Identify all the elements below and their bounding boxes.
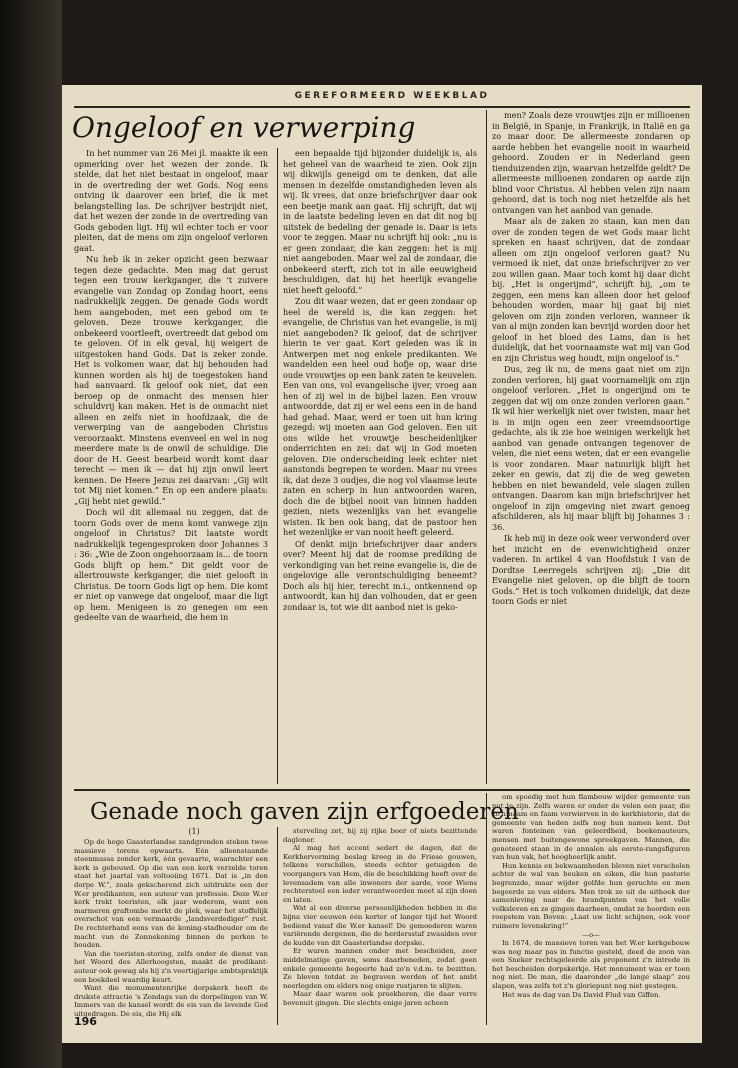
article1-column-1 bbox=[74, 148, 268, 785]
paragraph: Het was de dag van Ds David Flud van Giffen. bbox=[502, 990, 661, 999]
article-title-genade: Genade noch gaven zijn erfgoederen bbox=[90, 799, 519, 825]
paragraph: Nu heb ik in zeker opzicht geen bezwaar tegen deze gedachte. Men mag dat gerust tegen een trouw kerkganger, die 't zuivere evangelie van Zondag op Zondag hoort, eens nadrukkelijk zeggen. De genade Gods wordt hem aangeboden, met een gebod om te geloven. Deze trouwe kerkganger, die onbekeerd voortleeft, overtreedt dat gebod om te geloven. Of in elk geval, hij weigert de uitgestoken hand Gods. Dat is zeker zonde. Het is volkomen waar, dat hij behouden had kunnen worden als hij de toegestoken hand had aanvaard. Ik geloof ook niet, dat een beroep op de onmacht des mensen hier schuldvrij kan maken. Het is de onmacht niet alleen en zelfs niet in hoofdzaak, die de verwerping van de aangeboden Christus veroorzaakt. Minstens evenveel en wel in nog meerdere mate is de onwil de schuldige. Die door de H. Geest bearbeid wordt komt daar terecht — men ik — dat hij zijn onwil leert kennen. De Heere Jezus zei daarvan: „Gij wilt tot Mij niet komen.” En op een andere plaats: „Gij hebt niet gewild.” bbox=[74, 254, 268, 506]
paragraph: Doch wil dit allemaal nu zeggen, dat de toorn Gods over de mens komt vanwege zijn ongeloof in Christus? Dit laatste wordt nadrukkelijk tegengesproken door Johannes 3 : 36: „Wie de Zoon ongehoorzaam is... de toorn Gods blijft op hem.” Dit geldt voor de allertrouwste kerkganger, die niet gelooft in Christus. De toorn Gods ligt op hem. Die komt er niet op vanwege dat ongeloof, maar die ligt op hem. Menigeen is zo genegen om een gedeelte van de waarheid, die hem in bbox=[74, 507, 268, 622]
column-divider bbox=[277, 148, 278, 784]
paragraph: Want die monumentenrijke dorpskerk heeft de drukste attractie 's Zondags van de dorpelingen van W. Immers van de kansel wordt de eis van de levende God uitgedragen. De eis, die Hij elk bbox=[74, 984, 268, 1018]
paragraph: In het nummer van 26 Mei jl. maakte ik een opmerking over het wezen der zonde. Ik stelde, dat het niet bestaat in ongeloof, maar in de overtreding der wet Gods. Nog eens ontving ik daarover een brief, die ik met belangstelling las. De schrijver bestrijdt niet, dat het wezen der zonde in de overtreding van Gods geboden ligt. Hij wil echter toch er voor pleiten, dat de mens om zijn ongeloof verloren gaat. bbox=[74, 148, 268, 253]
paragraph: Maar als de zaken zo staan, kan men dan over de zonden tegen de wet Gods maar licht spreken en haast schrijven, dat de zondaar alleen om zijn ongeloof verloren gaat? Nu vermoed ik niet, dat onze briefschrijver zo ver zou willen gaan. Maar toch komt hij daar dicht bij. „Het is ongerijmd”, schrijft hij, „om te zeggen, een mens kan alleen door het geloof behouden worden, maar hij gaat bij niet geloven om zijn zonden verloren, wanneer ik van al mijn zonden kan bevrijd worden door het geloof in het bloed des Lams, dan is het duidelijk, dat het voornaamste wat mij van God en zijn Christus weg houdt, mijn ongeloof is.” bbox=[492, 216, 690, 363]
section-divider-rule bbox=[74, 789, 690, 791]
paragraph: —o— bbox=[582, 930, 600, 939]
paragraph: sterveling zet, hij zij rijke boer of niets bezittende dagloner. bbox=[283, 827, 477, 844]
paragraph: Er waren mannen onder met bescheiden, zeer middelmatige gaven, soms daarbeneden, zodat geen enkele gemeente begeerte had zo'n v.d.m. te bezitten. Ze bleven totdat ze begraven werden of het ambt neerlegden om elders nog enige rustjaren te slijten. bbox=[283, 947, 477, 990]
paragraph: men? Zoals deze vrouwtjes zijn er millioenen in België, in Spanje, in Frankrijk, in Italië en ga zo maar door. De allermeeste zondaren op aarde hebben het evangelie nooit in waarheid gehoord. Zouden er in Nederland geen tienduizenden zijn, waarvan hetzelfde geldt? De allermeeste millioenen zondaren op aarde zijn blind voor Christus. Al hebben velen zijn naam gehoord, dat is toch nog niet hetzelfde als het ontvangen van het aanbod van genade. bbox=[492, 110, 690, 215]
paragraph: Van die toeristen-storing, zelfs onder de dienst van het Woord des Allerhoogsten, maakt de predikant-auteur ook gewag als hij z'n veertigjarige ambtspraktijk een boekdeel waardig keurt. bbox=[74, 949, 268, 984]
page-number: 196 bbox=[74, 1015, 97, 1028]
paragraph: Op de hoge Gaasterlandse zandgronden steken twee massieve torens opwaarts. Eén alleenstaande steenmassa zonder kerk, één gevaarte, waarachter een kerk is gebouwd. Op die van een kerk verzelde toren staat het jaartal van voltooiing 1671. Dat is „in den dorpe W.”, zoals gekscherend zich uitdrukte een der W.er predikanten, een auteur van professie. Deze W.er kerk trekt toeristen, elk jaar wederom, want een marmeren graftombe merkt de plek, waar het stoffelijk overschot van een vermaarde „landsverdediger” rust. De rechterhand eens van de koning-stadhouder om de macht van de Zonnekoning binnen de perken te houden. bbox=[74, 838, 268, 950]
paragraph: Dus, zeg ik nu, de mens gaat niet om zijn zonden verloren, hij gaat voornamelijk om zijn ongeloof verloren. „Het is ongerijmd om te zeggen dat wij om onze zonden verloren gaan.” Ik wil hier werkelijk niet over twisten, maar het is in mijn ogen een zeer vreemdsoortige gedachte, als ik zie hoe weinigen werkelijk het aanbod van genade ontvangen tegenover de velen, die niet eens weten, dat er een evangelie is voor zondaren. Maar natuurlijk blijft het zeker en gewis, dat zij die de weg geweten hebben en niet bewandeld, vele slagen zullen ontvangen. Daarom kan mijn briefschrijver het ongeloof in zijn omgeving niet zwart genoeg afschilderen, als hij maar blijft bij Johannes 3 : 36. bbox=[492, 364, 690, 532]
paragraph: om spoedig met hun flambouw wijder gemeente van nut te zijn. Zelfs waren er onder de velen een paar, die zo'n naam en faam verwierven in de kerkhistorie, dat de gemeente van heden zelfs nog hun namen kent. Dat waren fonteinen van geleerdheid, boekenauteurs, mensen met buitengewone spreekgaven. Mannen, die genoteerd staan in de annalen als eerste-rangsfiguren van hun vak, het hoogheerlijk ambt. bbox=[492, 793, 690, 862]
paragraph: Zou dit waar wezen, dat er geen zondaar op heel de wereld is, die kan zeggen: het evangelie, de Christus van het evangelie, is mij niet aangeboden? Ik geloof, dat de schrijver hierin te ver gaat. Kort geleden was ik in Antwerpen met nog enkele predikanten. We wandelden een heel oud hofje op, waar drie oude vrouwtjes op een bank zaten te keuvelen. Een van ons, vol evangelische ijver, vroeg aan hen of zij wel in de bijbel lazen. Een vrouw antwoordde, dat zij er wel eens een in de hand had gehad. Maar, werd er toen uit hun kring gezegd: wij moeten aan God geloven. Een uit ons wilde het vrouwtje bescheidenlijker onderrichten en zei: dat wij in God moeten geloven. Die onderscheiding leek echter niet aanstonds begrepen te worden. Maar nu vrees ik, dat deze 3 oudjes, die nog vol vlaamse leute zaten en scherp in hun antwoorden waren, doch die de bijbel nooit van binnen hadden gezien, niets wezenlijks van het evangelie wisten. Ik ben ook bang, dat de pastoor hen het wezenlijke er van nooit heeft geleerd. bbox=[283, 296, 477, 537]
article2-column-3 bbox=[492, 793, 690, 1027]
header-rule bbox=[74, 106, 690, 108]
book-binding bbox=[0, 0, 62, 1068]
column-divider bbox=[486, 793, 487, 1025]
article-part-number: (1) bbox=[188, 827, 200, 836]
paragraph: In 1674, de massieve toren van het W.er kerkgebouw was nog maar pas in functie gesteld, deed de zoon van een Sneker rechtsgeleerde als proponent z'n intrede in het bescheiden dorpskerkje. Het monument was er toen nog niet. De man, die daaronder „de lange slaap” zou slapen, was zelfs tot z'n gloriepunt nog niet gestegen. bbox=[492, 939, 690, 991]
running-header: GEREFORMEERD WEEKBLAD bbox=[294, 91, 490, 101]
article1-column-3 bbox=[492, 110, 690, 785]
paragraph: Wat al een diverse persoonlijkheden hebben in die bijna vier eeuwen één korter of langer tijd het Woord bediend vanaf die W.er kansel! De gemoederen waren variërende dergenen, die de herdersstaf zwaaiden over de kudde van dit Gaasterlandse dorpske. bbox=[283, 904, 477, 947]
paragraph: Ik heb mij in deze ook weer verwonderd over het inzicht en de evenwichtigheid onzer vaderen. In artikel 4 van Hoofdstuk I van de Dordtse Leerregels schrijven zij: „Die dit Evangelie niet geloven, op die blijft de toorn Gods.” Het is toch volkomen duidelijk, dat deze toorn Gods er niet bbox=[492, 533, 690, 606]
article2-column-1 bbox=[74, 838, 268, 1018]
paragraph: Maar daar waren ook preekheren, die daar verre bovenuit gingen. Die slechts enige jaren scheen bbox=[283, 990, 477, 1007]
magazine-page bbox=[62, 85, 702, 1043]
paragraph: Of denkt mijn briefschrijver daar anders over? Meent hij dat de roomse prediking de verkondiging van het reine evangelie is, die de ongelovige alle verontschuldiging beneemt? Doch als hij hier, terecht m.i., ontkennend op antwoordt, kan hij dan volhouden, dat er geen zondaar is, tot wie dit aanbod niet is geko- bbox=[283, 538, 477, 612]
column-divider bbox=[277, 827, 278, 1025]
column-divider bbox=[486, 110, 487, 784]
paragraph: Hun kennis en bekwaamheden bleven niet verscholen achter de wal van beuken en eiken, die hun pastorie begrenzde, maar wijder golfde hun geruchte en men begeerde ze van elders. Men trok ze uit de uithoek der samenleving naar de brandpunten van het volle volksleven en ze gingen daarheen, omdat ze hoorden een roepstem van Boven: „Laat uw licht schijnen, ook voor ruimere levenskring!” bbox=[492, 861, 691, 930]
article2-column-2 bbox=[283, 827, 477, 1027]
article1-column-2 bbox=[283, 148, 477, 785]
paragraph: Al mag het accent sedert de dagen, dat de Kerkhervorming beslag kreeg in de Friese gouwen, telkens verschillen, steeds echter getuigden de voorgangers van Hem, die de beschikking heeft over de levensadem van alle inwoners der aarde, voor Wiens rechterstoel een ieder verantwoorden moet al zijn doen en laten. bbox=[283, 844, 477, 904]
article-title-ongeloof: Ongeloof en verwerping bbox=[72, 111, 416, 144]
paragraph: een bepaalde tijd bijzonder duidelijk is, als het geheel van de waarheid te zien. Ook zijn wij dikwijls geneigd om te denken, dat alle mensen in dezelfde omstandigheden leven als wij. Ik vrees, dat onze briefschrijver daar ook een beetje mank aan gaat. Hij schrijft, dat wij in de laatste bedeling leven en dat dit nog bij uitstek de bedeling der genade is. Daar is iets voor te zeggen. Maar nu schrijft hij ook: „nu is er geen zondaar, die kan zeggen: het is mij niet aangeboden. Maar wel zal de zondaar, die onbekeerd sterft, zich tot in alle eeuwigheid beschuldigen, dat hij het heerlijk evangelie niet heeft geloofd.” bbox=[283, 148, 477, 295]
